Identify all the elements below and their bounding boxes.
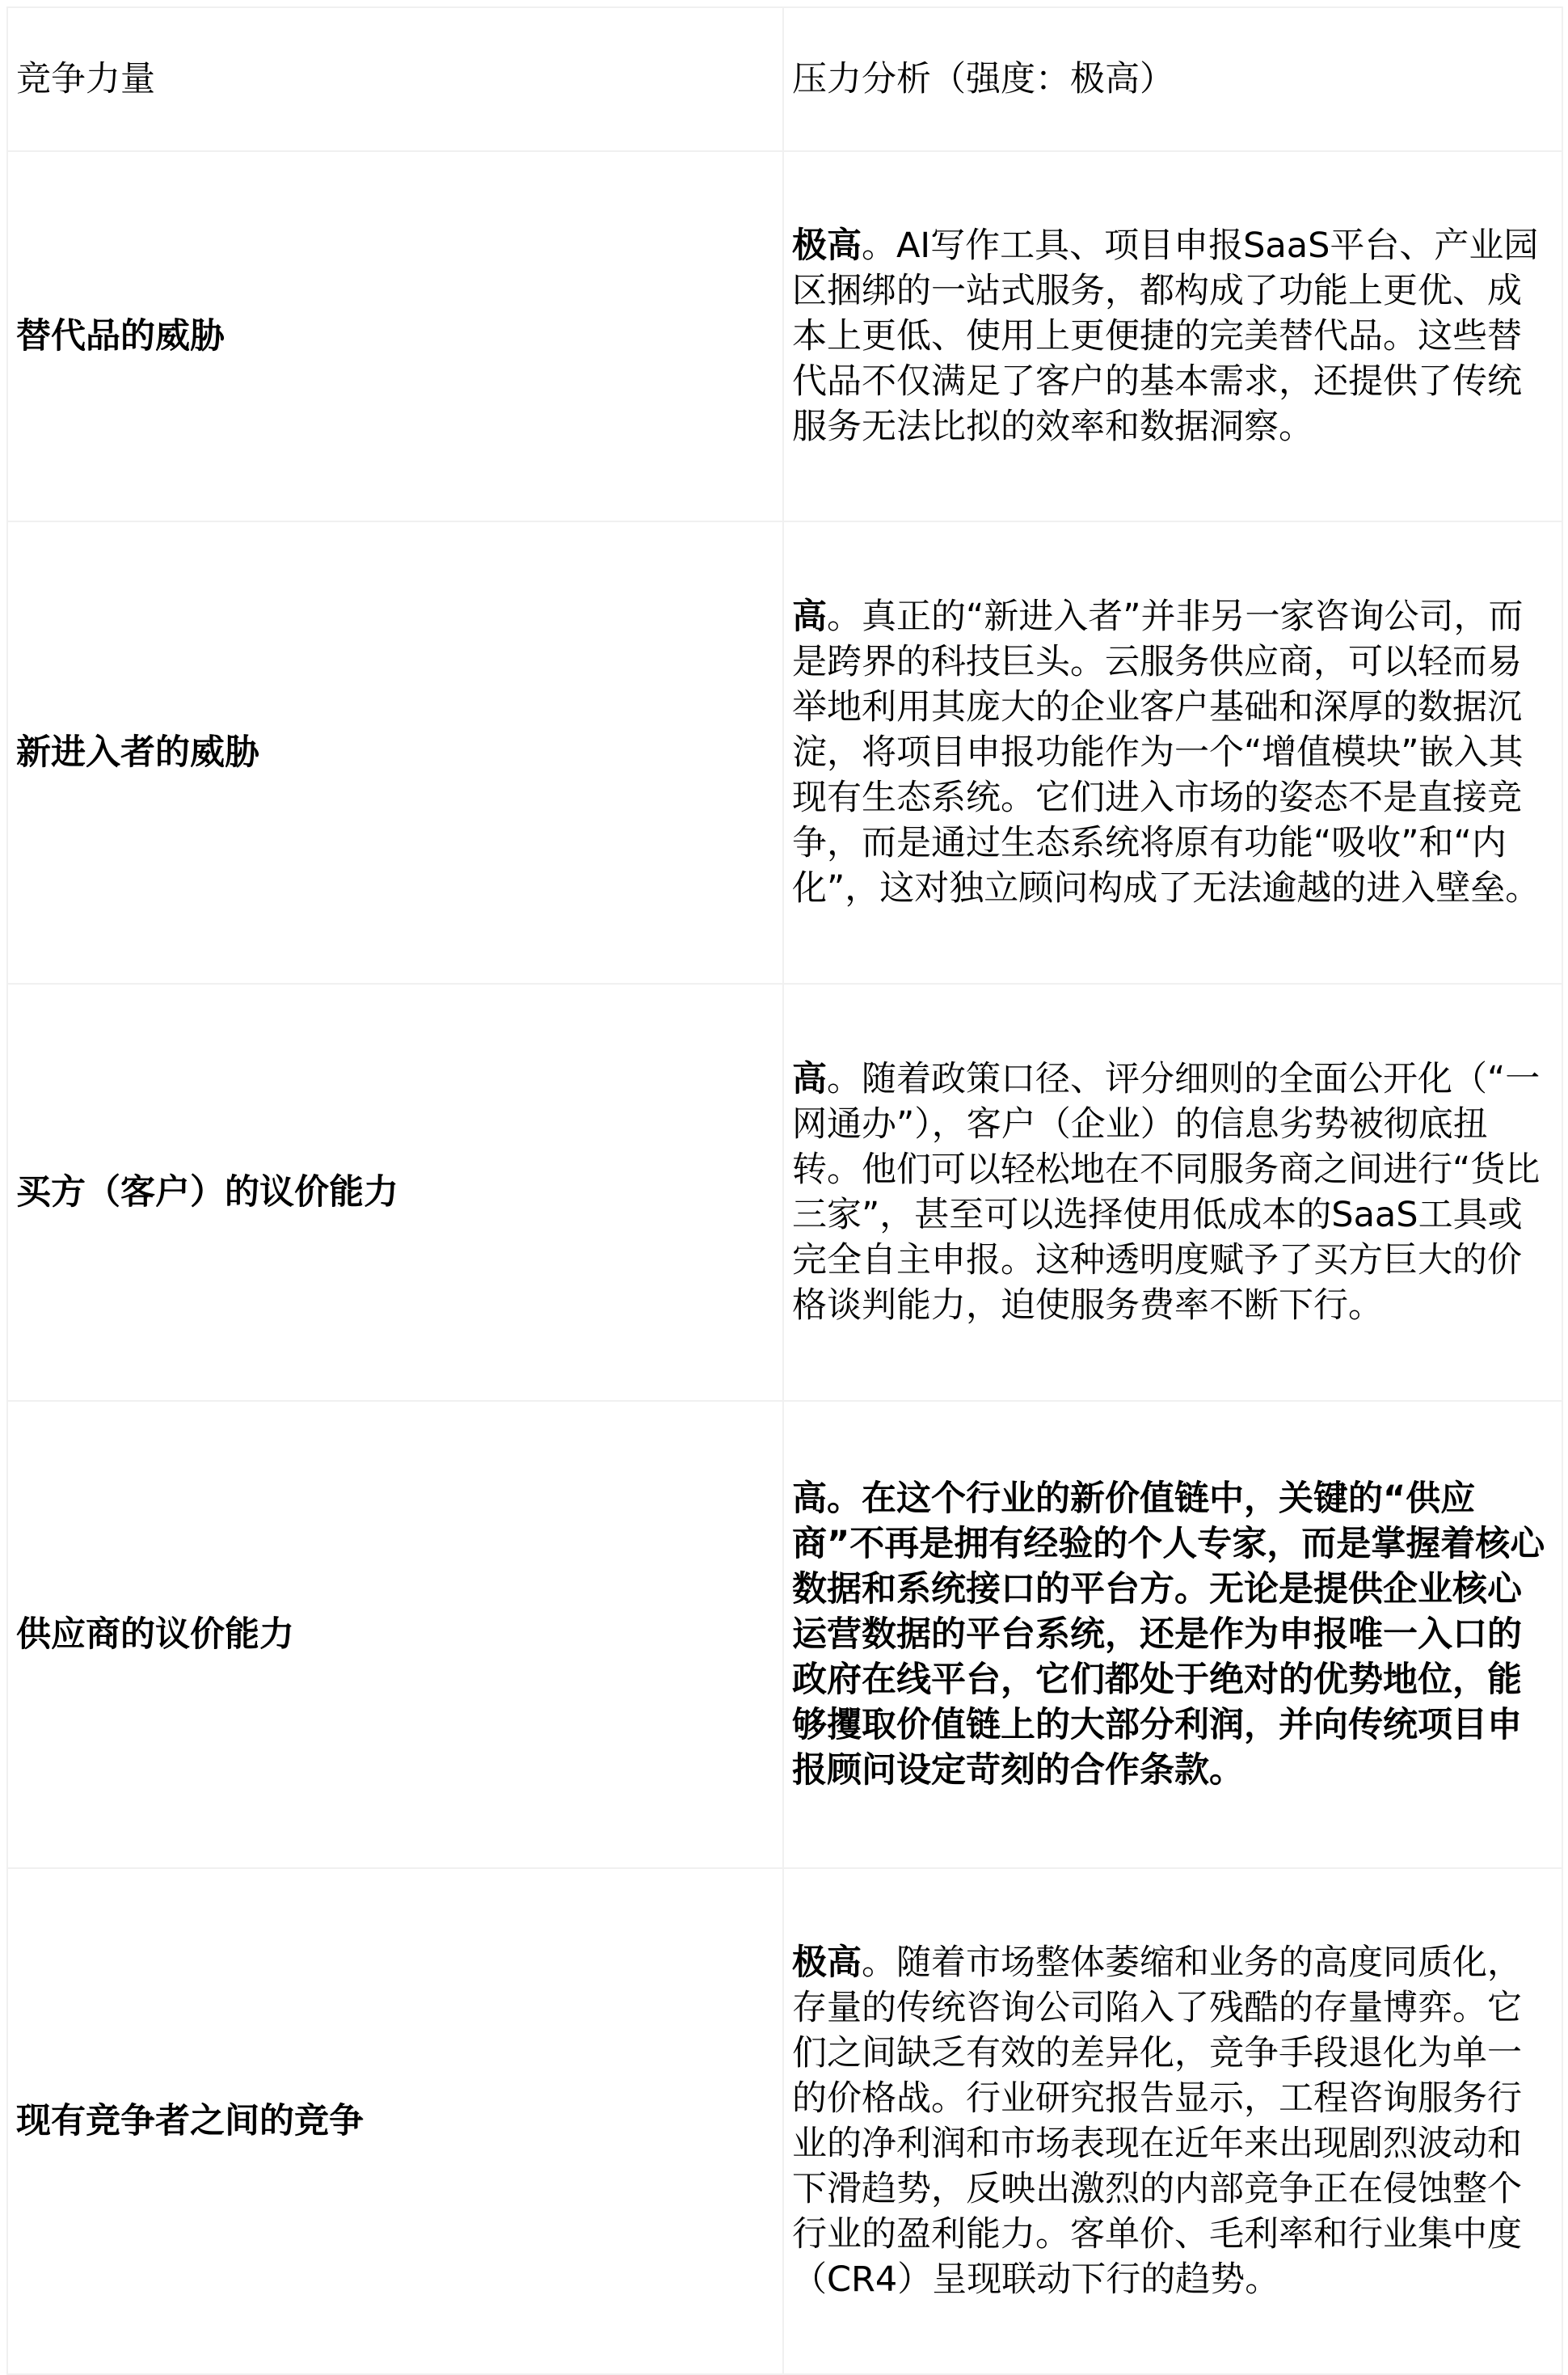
intensity-level: 极高 [792,1943,862,1983]
document-page [6,6,1562,2369]
analysis-cell [783,1401,1562,1868]
analysis-text: 。在这个行业的新价值链中，关键的“供应商”不再是拥有经验的个人专家，而是掌握着核心数据和系统接口的平台方。无论是提供企业核心运营数据的平台系统，还是作为申报唯一入口的政府在线平台，它们都处于绝对的优势地位，能够攫取价值链上的大部分利润，并向传统项目申报顾问设定苛刻的合作条款。 [792,1479,1545,1791]
header-cell-force: 竞争力量 [7,7,783,151]
intensity-level: 高 [792,597,827,637]
table-header-row [7,7,1562,151]
force-cell-rivalry: 现有竞争者之间的竞争 [7,1868,783,2374]
porter-five-forces-table [6,6,1563,2375]
table-row [7,1868,1562,2374]
analysis-text: 。真正的“新进入者”并非另一家咨询公司，而是跨界的科技巨头。云服务供应商，可以轻而易举地利用其庞大的企业客户基础和深厚的数据沉淀，将项目申报功能作为一个“增值模块”嵌入其现有生态系统。它们进入市场的姿态不是直接竞争，而是通过生态系统将原有功能“吸收”和“内化”，这对独立顾问构成了无法逾越的进入壁垒。 [792,597,1541,909]
force-cell-buyer-power: 买方（客户）的议价能力 [7,984,783,1401]
analysis-text: 。随着政策口径、评分细则的全面公开化（“一网通办”），客户（企业）的信息劣势被彻底扭转。他们可以轻松地在不同服务商之间进行“货比三家”，甚至可以选择使用低成本的SaaS工具或完全自主申报。这种透明度赋予了买方巨大的价格谈判能力，迫使服务费率不断下行。 [792,1059,1541,1326]
analysis-text: 。AI写作工具、项目申报SaaS平台、产业园区捆绑的一站式服务，都构成了功能上更优、成本上更低、使用上更便捷的完美替代品。这些替代品不仅满足了客户的基本需求，还提供了传统服务无法比拟的效率和数据洞察。 [792,226,1539,447]
analysis-cell [783,521,1562,984]
table-row [7,984,1562,1401]
analysis-text: 。随着市场整体萎缩和业务的高度同质化，存量的传统咨询公司陷入了残酷的存量博弈。它们之间缺乏有效的差异化，竞争手段退化为单一的价格战。行业研究报告显示，工程咨询服务行业的净利润和市场表现在近年来出现剧烈波动和下滑趋势，反映出激烈的内部竞争正在侵蚀整个行业的盈利能力。客单价、毛利率和行业集中度（CR4）呈现联动下行的趋势。 [792,1943,1522,2300]
analysis-cell [783,151,1562,521]
analysis-cell [783,1868,1562,2374]
intensity-level: 高 [792,1059,827,1099]
intensity-level: 极高 [792,226,862,266]
intensity-level: 高 [792,1479,827,1519]
table-row [7,521,1562,984]
force-cell-substitutes: 替代品的威胁 [7,151,783,521]
table-row [7,1401,1562,1868]
table-row [7,151,1562,521]
force-cell-new-entrants: 新进入者的威胁 [7,521,783,984]
header-cell-analysis: 压力分析（强度：极高） [783,7,1562,151]
force-cell-supplier-power: 供应商的议价能力 [7,1401,783,1868]
analysis-cell [783,984,1562,1401]
